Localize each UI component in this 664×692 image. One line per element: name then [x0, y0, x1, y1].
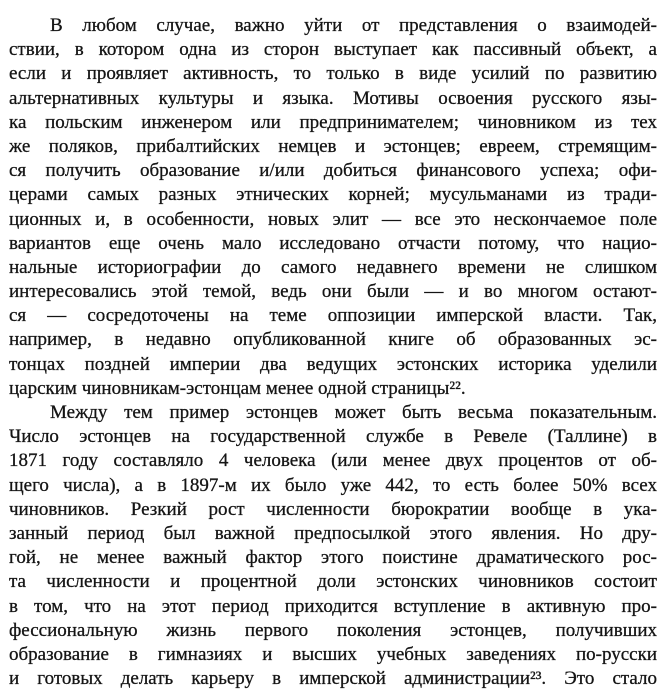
- text-line: церами самых разных этнических корней; мусульманами из тради-: [9, 184, 657, 206]
- paragraph-2: [9, 401, 657, 691]
- text-line: образование в гимназиях и высших учебных заведениях по-русски: [9, 643, 657, 665]
- text-line: Число эстонцев на государственной службе в Ревеле (Таллине) в: [9, 426, 657, 448]
- text-line: и готовых делать карьеру в имперской администрации²³. Это стало: [9, 668, 657, 690]
- text-line: альтернативных культуры и языка. Мотивы освоения русского язы-: [9, 87, 657, 109]
- text-line: царским чиновникам-эстонцам менее одной страницы²².: [9, 377, 466, 399]
- text-line: Между тем пример эстонцев может быть весьма показательным.: [50, 402, 657, 423]
- text-line: ся получить образование и/или добиться финансового успеха; офи-: [9, 160, 657, 182]
- text-line: занный период был важной предпосылкой этого явления. Но дру-: [9, 522, 657, 544]
- text-line: нальные историографии до самого недавнего времени не слишком: [9, 256, 657, 278]
- text-line: ционных и, в особенности, новых элит — все это нескончаемое поле: [9, 208, 657, 230]
- text-line: же поляков, прибалтийских немцев и эстонцев; евреем, стремящим-: [9, 135, 657, 157]
- text-line: щего числа), а в 1897-м их было уже 442, то есть более 50% всех: [9, 474, 657, 496]
- text-line: чиновников. Резкий рост численности бюрократии вообще в ука-: [9, 498, 657, 520]
- text-line: ся — сосредоточены на теме оппозиции имперской власти. Так,: [9, 305, 657, 327]
- text-line: ка польским инженером или предпринимателем; чиновником из тех: [9, 111, 657, 133]
- text-line: гой, не менее важный фактор этого поистине драматического рос-: [9, 547, 657, 569]
- text-line: вариантов еще очень мало исследовано отчасти потому, что нацио-: [9, 232, 657, 254]
- text-line: интересовались этой темой, ведь они были — и во многом остают-: [9, 281, 657, 303]
- text-line: та численности и процентной доли эстонских чиновников состоит: [9, 571, 657, 593]
- text-line: фессиональную жизнь первого поколения эстонцев, получивших: [9, 619, 657, 641]
- text-line: ствии, в котором одна из сторон выступает как пассивный объект, а: [9, 39, 657, 61]
- text-line: в том, что на этот период приходится вступление в активную про-: [9, 595, 657, 617]
- text-line: 1871 году составляло 4 человека (или менее двух процентов от об-: [9, 450, 657, 472]
- text-line: тонцах поздней империи два ведущих эстонских историка уделили: [9, 353, 657, 375]
- text-line: если и проявляет активность, то только в виде усилий по развитию: [9, 63, 657, 85]
- paragraph-1: [9, 14, 657, 401]
- text-line: В любом случае, важно уйти от представления о взаимодей-: [50, 15, 657, 36]
- text-line: например, в недавно опубликованной книге об образованных эс-: [9, 329, 657, 351]
